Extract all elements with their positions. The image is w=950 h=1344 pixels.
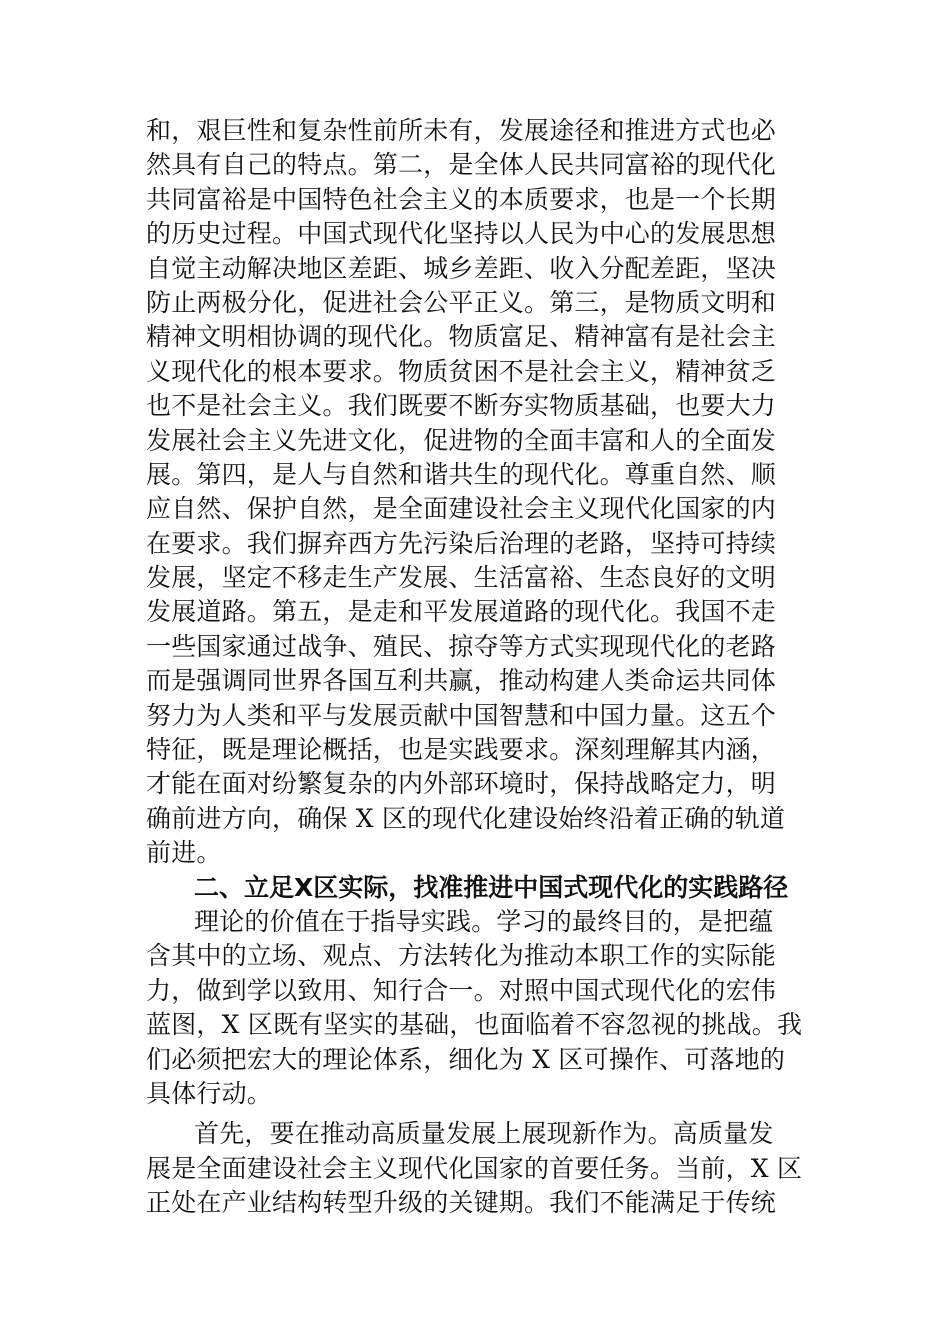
body-line: 义现代化的根本要求。物质贫困不是社会主义，精神贫乏 <box>146 356 777 386</box>
section-heading: 二、立足X区实际，找准推进中国式现代化的实践路径 <box>194 872 789 902</box>
body-line: 展。第四，是人与自然和谐共生的现代化。尊重自然、顺 <box>146 459 777 489</box>
body-line: 前进。 <box>146 838 222 868</box>
document-body <box>146 114 810 1221</box>
body-line: 确前进方向，确保 X 区的现代化建设始终沿着正确的轨道 <box>146 803 786 833</box>
body-line: 发展道路。第五，是走和平发展道路的现代化。我国不走 <box>146 597 777 627</box>
body-line: 在要求。我们摒弃西方先污染后治理的老路，坚持可持续 <box>146 528 777 558</box>
paragraph-line: 展是全面建设社会主义现代化国家的首要任务。当前，X 区 <box>146 1153 803 1183</box>
body-line: 和，艰巨性和复杂性前所未有，发展途径和推进方式也必 <box>146 116 777 145</box>
paragraph-line: 含其中的立场、观点、方法转化为推动本职工作的实际能 <box>146 941 777 971</box>
body-line: 自觉主动解决地区差距、城乡差距、收入分配差距，坚决 <box>146 253 777 283</box>
body-line: 特征，既是理论概括，也是实践要求。深刻理解其内涵， <box>146 735 777 765</box>
body-line: 防止两极分化，促进社会公平正义。第三，是物质文明和 <box>146 287 777 317</box>
body-line: 精神文明相协调的现代化。物质富足、精神富有是社会主 <box>146 322 777 352</box>
paragraph-line: 蓝图，X 区既有坚实的基础，也面临着不容忽视的挑战。我 <box>146 1010 803 1040</box>
paragraph-line: 力，做到学以致用、知行合一。对照中国式现代化的宏伟 <box>146 975 777 1005</box>
body-line: 才能在面对纷繁复杂的内外部环境时，保持战略定力，明 <box>146 769 777 799</box>
paragraph-line: 首先，要在推动高质量发展上展现新作为。高质量发 <box>194 1119 774 1149</box>
body-line: 发展，坚定不移走生产发展、生活富裕、生态良好的文明 <box>146 563 777 593</box>
body-line: 发展社会主义先进文化，促进物的全面丰富和人的全面发 <box>146 425 777 455</box>
body-line: 的历史过程。中国式现代化坚持以人民为中心的发展思想 <box>146 219 777 249</box>
body-line: 而是强调同世界各国互利共赢，推动构建人类命运共同体 <box>146 666 777 696</box>
body-line: 努力为人类和平与发展贡献中国智慧和中国力量。这五个 <box>146 700 777 730</box>
paragraph-line: 具体行动。 <box>146 1078 273 1108</box>
paragraph-line: 理论的价值在于指导实践。学习的最终目的，是把蕴 <box>194 906 774 936</box>
paragraph-line: 们必须把宏大的理论体系，细化为 X 区可操作、可落地的 <box>146 1044 786 1074</box>
paragraph-line: 正处在产业结构转型升级的关键期。我们不能满足于传统 <box>146 1188 777 1218</box>
body-line: 应自然、保护自然，是全面建设社会主义现代化国家的内 <box>146 494 777 524</box>
body-line: 共同富裕是中国特色社会主义的本质要求，也是一个长期 <box>146 184 777 214</box>
body-line: 也不是社会主义。我们既要不断夯实物质基础，也要大力 <box>146 391 777 421</box>
body-line: 一些国家通过战争、殖民、掠夺等方式实现现代化的老路 <box>146 631 777 661</box>
body-line: 然具有自己的特点。第二，是全体人民共同富裕的现代化 <box>146 150 777 180</box>
